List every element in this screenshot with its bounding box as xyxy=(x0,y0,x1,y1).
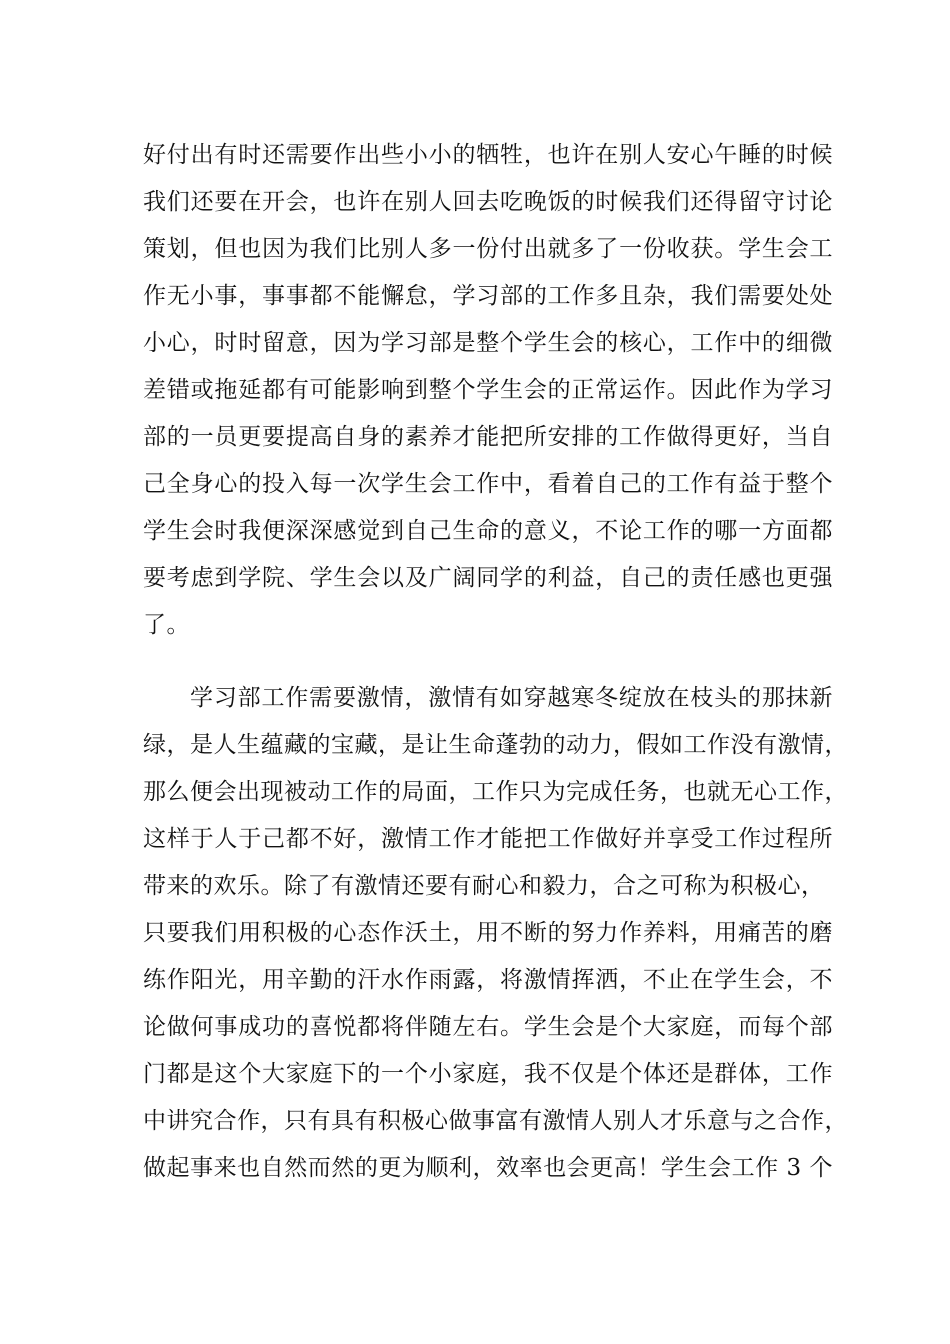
text-line: 小心，时时留意，因为学习部是整个学生会的核心，工作中的细微 xyxy=(143,330,833,356)
text-line: 我们还要在开会，也许在别人回去吃晚饭的时候我们还得留守讨论 xyxy=(143,189,833,215)
text-line: 己全身心的投入每一次学生会工作中，看着自己的工作有益于整个 xyxy=(143,471,833,497)
text-line: 带来的欢乐。除了有激情还要有耐心和毅力，合之可称为积极心， xyxy=(143,873,825,899)
text-line: 部的一员更要提高自身的素养才能把所安排的工作做得更好，当自 xyxy=(143,424,833,450)
text-line: 论做何事成功的喜悦都将伴随左右。学生会是个大家庭，而每个部 xyxy=(143,1014,833,1040)
text-line: 那么便会出现被动工作的局面，工作只为完成任务，也就无心工作， xyxy=(143,779,848,805)
text-line: 好付出有时还需要作出些小小的牺牲，也许在别人安心午睡的时候 xyxy=(143,142,833,168)
text-line: 做起事来也自然而然的更为顺利，效率也会更高！学生会工作 3 个 xyxy=(143,1155,833,1181)
text-line-indented: 学习部工作需要激情，激情有如穿越寒冬绽放在枝头的那抹新 xyxy=(190,685,833,711)
text-line: 作无小事，事事都不能懈怠，学习部的工作多且杂，我们需要处处 xyxy=(143,283,833,309)
text-line: 门都是这个大家庭下的一个小家庭，我不仅是个体还是群体，工作 xyxy=(143,1061,833,1087)
text-line: 差错或拖延都有可能影响到整个学生会的正常运作。因此作为学习 xyxy=(143,377,833,403)
text-line: 要考虑到学院、学生会以及广阔同学的利益，自己的责任感也更强 xyxy=(143,565,833,591)
text-line: 中讲究合作，只有具有积极心做事富有激情人别人才乐意与之合作， xyxy=(143,1108,848,1134)
text-line: 只要我们用积极的心态作沃土，用不断的努力作养料，用痛苦的磨 xyxy=(143,920,833,946)
text-line: 这样于人于己都不好，激情工作才能把工作做好并享受工作过程所 xyxy=(143,826,833,852)
text-line: 了。 xyxy=(143,612,190,638)
text-line: 绿，是人生蕴藏的宝藏，是让生命蓬勃的动力，假如工作没有激情， xyxy=(143,732,848,758)
text-line: 练作阳光，用辛勤的汗水作雨露，将激情挥洒，不止在学生会，不 xyxy=(143,967,833,993)
text-line: 学生会时我便深深感觉到自己生命的意义，不论工作的哪一方面都 xyxy=(143,518,833,544)
text-line: 策划，但也因为我们比别人多一份付出就多了一份收获。学生会工 xyxy=(143,236,833,262)
